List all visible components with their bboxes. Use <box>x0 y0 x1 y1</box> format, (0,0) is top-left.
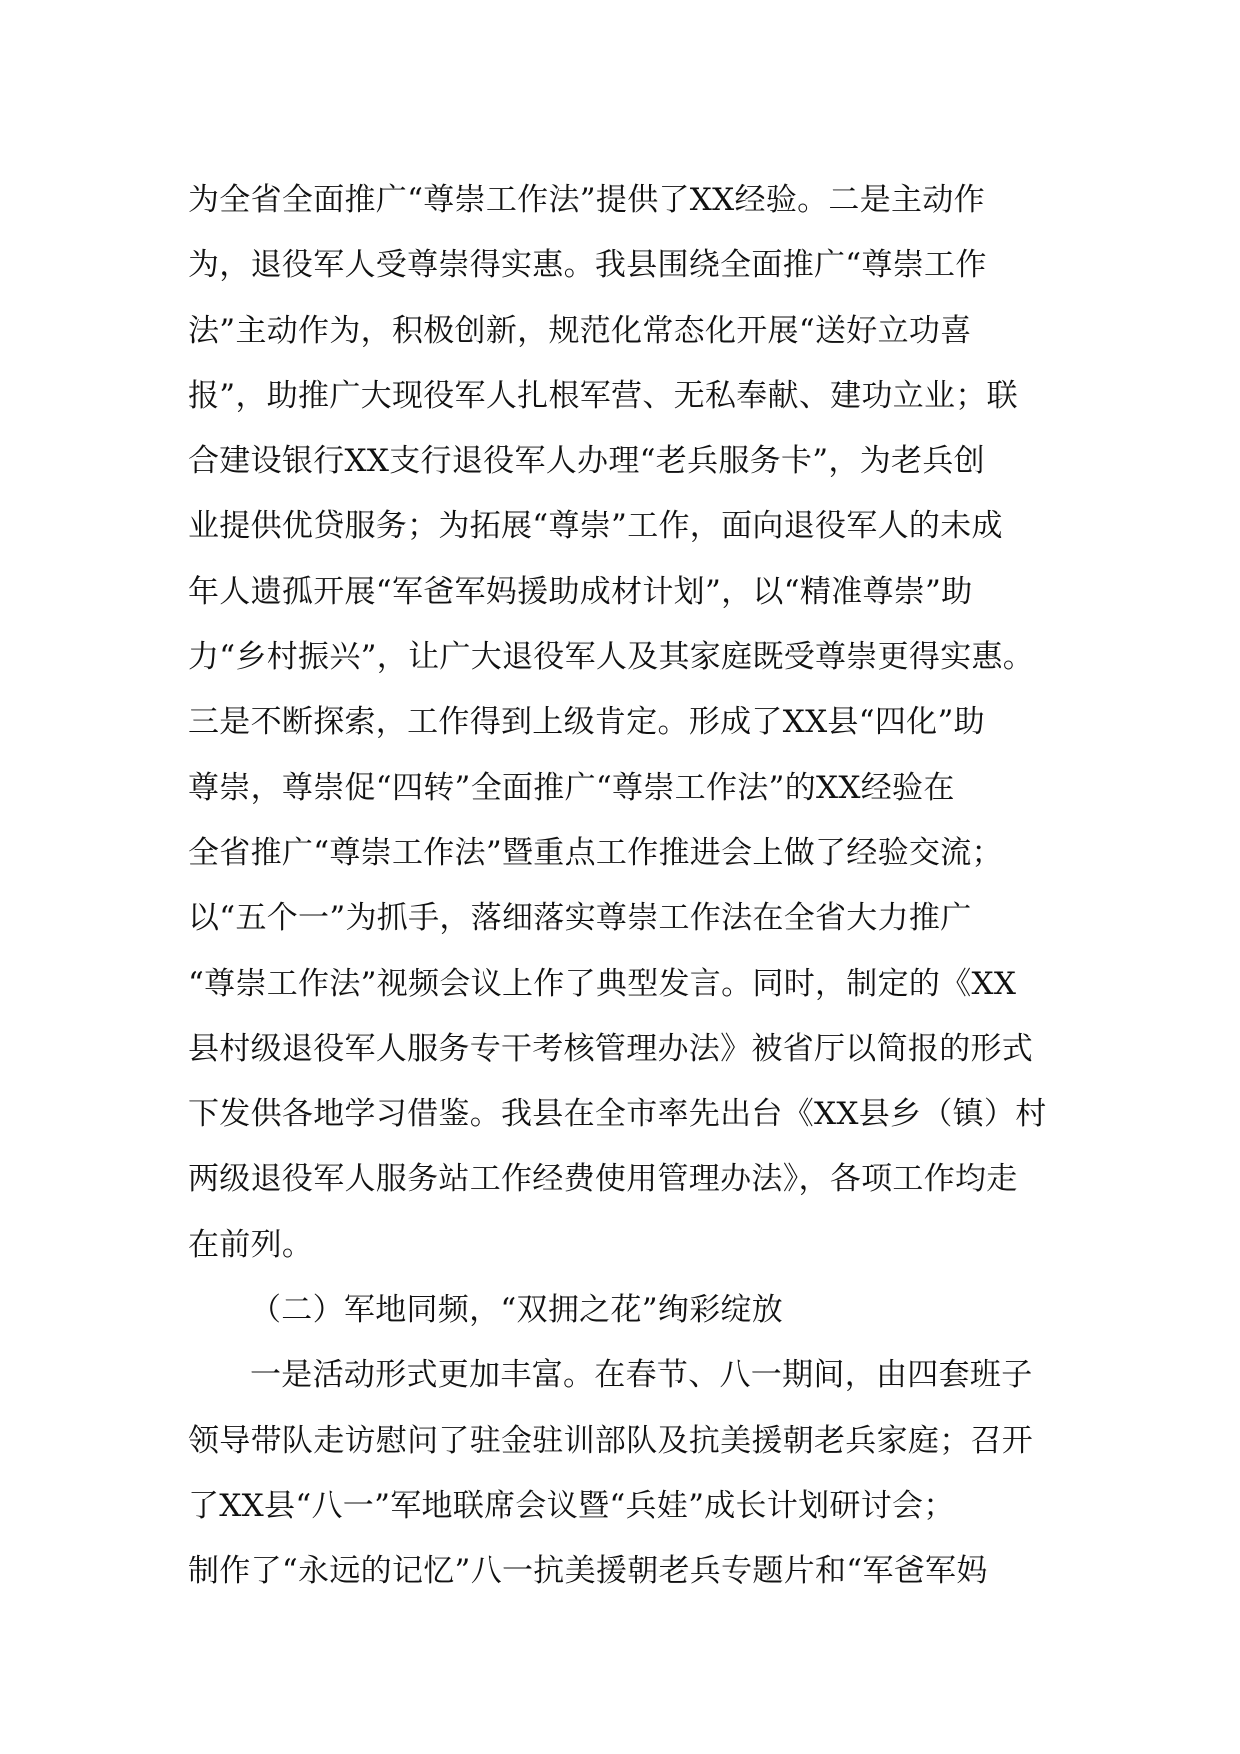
text-line: 领导带队走访慰问了驻金驻训部队及抗美援朝老兵家庭；召开 <box>188 1422 1034 1459</box>
text-line: 合建设银行XX支行退役军人办理“老兵服务卡”，为老兵创 <box>188 443 985 480</box>
document-body <box>188 168 1068 1605</box>
text-line: 县村级退役军人服务专干考核管理办法》被省厅以简报的形式 <box>188 1030 1034 1067</box>
text-line: 全省推广“尊崇工作法”暨重点工作推进会上做了经验交流； <box>188 834 1003 871</box>
text-line: 了XX县“八一”军地联席会议暨“兵娃”成长计划研讨会； <box>188 1487 955 1524</box>
text-line: 下发供各地学习借鉴。我县在全市率先出台《XX县乡（镇）村 <box>188 1096 1047 1133</box>
text-line: 业提供优贷服务；为拓展“尊崇”工作，面向退役军人的未成 <box>188 508 1003 545</box>
text-line: 在前列。 <box>188 1226 314 1263</box>
text-line: 力“乡村振兴”，让广大退役军人及其家庭既受尊崇更得实惠。 <box>188 639 1035 676</box>
text-line: 三是不断探索，工作得到上级肯定。形成了XX县“四化”助 <box>188 704 985 741</box>
text-line: 法”主动作为，积极创新，规范化常态化开展“送好立功喜 <box>188 312 972 349</box>
text-line: 制作了“永远的记忆”八一抗美援朝老兵专题片和“军爸军妈 <box>188 1553 988 1590</box>
text-line: 年人遗孤开展“军爸军妈援助成材计划”，以“精准尊崇”助 <box>188 573 973 610</box>
text-line: “尊崇工作法”视频会议上作了典型发言。同时，制定的《XX <box>188 965 1017 1002</box>
section-heading: （二）军地同频，“双拥之花”绚彩绽放 <box>250 1292 784 1329</box>
text-line: 两级退役军人服务站工作经费使用管理办法》，各项工作均走 <box>188 1161 1018 1198</box>
text-line: 报”，助推广大现役军人扎根军营、无私奉献、建功立业；联 <box>188 377 1018 414</box>
text-line: 尊崇，尊崇促“四转”全面推广“尊崇工作法”的XX经验在 <box>188 769 955 806</box>
text-line: 以“五个一”为抓手，落细落实尊崇工作法在全省大力推广 <box>188 900 972 937</box>
text-line: 为全省全面推广“尊崇工作法”提供了XX经验。二是主动作 <box>188 182 985 218</box>
text-line: 一是活动形式更加丰富。在春节、八一期间，由四套班子 <box>250 1357 1033 1394</box>
text-line: 为，退役军人受尊崇得实惠。我县围绕全面推广“尊崇工作 <box>188 247 987 284</box>
